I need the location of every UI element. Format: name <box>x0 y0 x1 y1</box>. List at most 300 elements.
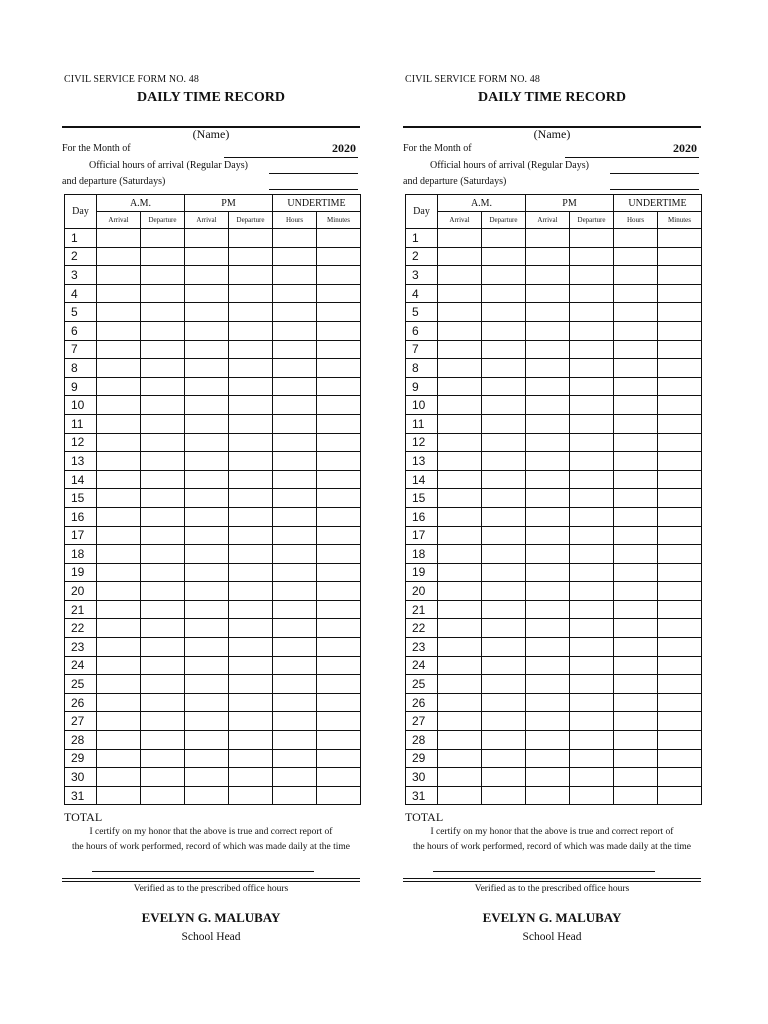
pm-arrival-cell <box>526 247 570 266</box>
undertime-minutes-cell <box>317 507 361 526</box>
undertime-minutes-header: Minutes <box>317 212 361 229</box>
employee-signature-line <box>433 871 655 872</box>
am-arrival-cell <box>97 284 141 303</box>
pm-departure-cell <box>229 266 273 285</box>
undertime-minutes-cell <box>658 563 702 582</box>
dtr-form-left <box>62 0 360 1024</box>
am-arrival-cell <box>438 749 482 768</box>
pm-departure-cell <box>229 340 273 359</box>
undertime-minutes-cell <box>658 675 702 694</box>
am-arrival-cell <box>97 229 141 248</box>
table-row <box>406 266 702 285</box>
day-number: 20 <box>65 582 97 601</box>
am-arrival-cell <box>97 489 141 508</box>
table-row <box>65 638 361 657</box>
undertime-minutes-cell <box>317 414 361 433</box>
undertime-minutes-cell <box>317 452 361 471</box>
am-arrival-cell <box>97 749 141 768</box>
am-departure-cell <box>141 693 185 712</box>
undertime-minutes-cell <box>317 749 361 768</box>
pm-departure-cell <box>229 600 273 619</box>
am-arrival-cell <box>438 470 482 489</box>
table-row <box>65 470 361 489</box>
undertime-hours-cell <box>614 638 658 657</box>
undertime-hours-cell <box>273 414 317 433</box>
pm-arrival-cell <box>185 731 229 750</box>
pm-arrival-cell <box>185 619 229 638</box>
undertime-hours-header: Hours <box>273 212 317 229</box>
pm-arrival-cell <box>526 526 570 545</box>
day-number: 9 <box>406 377 438 396</box>
undertime-minutes-cell <box>658 321 702 340</box>
table-row <box>65 563 361 582</box>
undertime-hours-cell <box>273 321 317 340</box>
pm-arrival-cell <box>185 675 229 694</box>
am-departure-cell <box>141 321 185 340</box>
pm-arrival-cell <box>526 303 570 322</box>
pm-arrival-cell <box>526 433 570 452</box>
am-departure-cell <box>482 582 526 601</box>
day-number: 7 <box>65 340 97 359</box>
pm-arrival-cell <box>185 526 229 545</box>
undertime-hours-cell <box>273 507 317 526</box>
undertime-minutes-cell <box>658 470 702 489</box>
pm-arrival-cell <box>185 377 229 396</box>
am-departure-cell <box>482 470 526 489</box>
day-number: 22 <box>65 619 97 638</box>
am-departure-cell <box>141 452 185 471</box>
time-record-table <box>405 194 702 805</box>
am-arrival-cell <box>97 414 141 433</box>
day-number: 17 <box>406 526 438 545</box>
table-row <box>65 247 361 266</box>
undertime-minutes-cell <box>317 377 361 396</box>
verified-label: Verified as to the prescribed office hours <box>474 884 630 894</box>
am-arrival-cell <box>97 266 141 285</box>
undertime-hours-cell <box>614 340 658 359</box>
day-number: 8 <box>406 359 438 378</box>
am-arrival-cell <box>438 656 482 675</box>
undertime-minutes-cell <box>658 284 702 303</box>
undertime-minutes-cell <box>658 266 702 285</box>
table-row <box>65 284 361 303</box>
undertime-minutes-cell <box>658 768 702 787</box>
pm-arrival-cell <box>526 396 570 415</box>
am-departure-cell <box>482 638 526 657</box>
day-number: 12 <box>406 433 438 452</box>
pm-arrival-cell <box>185 656 229 675</box>
am-arrival-cell <box>438 731 482 750</box>
month-line <box>224 157 358 158</box>
table-row <box>406 693 702 712</box>
verified-label: Verified as to the prescribed office hours <box>133 884 289 894</box>
pm-arrival-header: Arrival <box>526 212 570 229</box>
am-arrival-cell <box>438 619 482 638</box>
am-arrival-cell <box>438 638 482 657</box>
am-arrival-cell <box>438 321 482 340</box>
pm-arrival-cell <box>185 266 229 285</box>
undertime-minutes-cell <box>317 433 361 452</box>
am-departure-cell <box>141 749 185 768</box>
table-row <box>65 414 361 433</box>
am-arrival-cell <box>438 507 482 526</box>
undertime-minutes-cell <box>658 340 702 359</box>
official-hours-label: Official hours of arrival (Regular Days) <box>430 160 589 171</box>
table-row <box>65 582 361 601</box>
day-number: 28 <box>406 731 438 750</box>
am-arrival-cell <box>438 414 482 433</box>
day-number: 13 <box>406 452 438 471</box>
undertime-minutes-header: Minutes <box>658 212 702 229</box>
pm-departure-cell <box>570 470 614 489</box>
undertime-hours-cell <box>273 545 317 564</box>
pm-arrival-cell <box>185 545 229 564</box>
undertime-minutes-cell <box>658 786 702 805</box>
table-row <box>65 303 361 322</box>
divider-line-2 <box>403 881 701 882</box>
am-arrival-cell <box>438 229 482 248</box>
undertime-hours-cell <box>273 693 317 712</box>
undertime-hours-cell <box>273 749 317 768</box>
undertime-minutes-cell <box>658 377 702 396</box>
am-departure-cell <box>482 266 526 285</box>
pm-departure-cell <box>229 414 273 433</box>
table-row <box>406 284 702 303</box>
undertime-hours-cell <box>614 582 658 601</box>
employee-signature-line <box>92 871 314 872</box>
pm-departure-cell <box>570 303 614 322</box>
pm-arrival-cell <box>526 266 570 285</box>
am-departure-cell <box>482 414 526 433</box>
am-arrival-cell <box>438 600 482 619</box>
table-row <box>406 600 702 619</box>
undertime-minutes-cell <box>658 731 702 750</box>
am-departure-cell <box>141 303 185 322</box>
pm-departure-cell <box>570 229 614 248</box>
pm-arrival-cell <box>185 749 229 768</box>
am-departure-cell <box>482 433 526 452</box>
table-row <box>65 545 361 564</box>
undertime-minutes-cell <box>317 396 361 415</box>
certification-line-2: the hours of work performed, record of which was made daily at the time <box>412 842 692 852</box>
day-number: 30 <box>65 768 97 787</box>
pm-arrival-cell <box>185 247 229 266</box>
am-departure-cell <box>141 433 185 452</box>
pm-departure-cell <box>229 507 273 526</box>
day-number: 11 <box>65 414 97 433</box>
am-arrival-cell <box>97 526 141 545</box>
table-row <box>65 600 361 619</box>
am-arrival-cell <box>97 563 141 582</box>
pm-arrival-cell <box>526 656 570 675</box>
undertime-hours-cell <box>614 619 658 638</box>
am-departure-cell <box>141 489 185 508</box>
pm-arrival-cell <box>185 489 229 508</box>
pm-departure-cell <box>229 563 273 582</box>
am-arrival-cell <box>97 786 141 805</box>
table-header-row <box>65 195 361 212</box>
pm-departure-cell <box>229 303 273 322</box>
undertime-hours-cell <box>273 768 317 787</box>
am-departure-cell <box>141 786 185 805</box>
day-number: 29 <box>406 749 438 768</box>
am-departure-cell <box>482 229 526 248</box>
undertime-minutes-cell <box>317 675 361 694</box>
day-number: 5 <box>406 303 438 322</box>
certification-line-1: I certify on my honor that the above is true and correct report of <box>89 827 333 837</box>
official-hours-label: Official hours of arrival (Regular Days) <box>89 160 248 171</box>
am-arrival-cell <box>97 619 141 638</box>
table-row <box>65 693 361 712</box>
undertime-header: UNDERTIME <box>614 195 702 212</box>
am-departure-cell <box>482 563 526 582</box>
pm-departure-cell <box>229 433 273 452</box>
day-number: 21 <box>406 600 438 619</box>
undertime-hours-cell <box>273 731 317 750</box>
pm-departure-cell <box>570 656 614 675</box>
undertime-minutes-cell <box>317 563 361 582</box>
am-departure-cell <box>482 452 526 471</box>
pm-departure-cell <box>229 712 273 731</box>
day-number: 9 <box>65 377 97 396</box>
pm-departure-cell <box>570 731 614 750</box>
day-number: 18 <box>406 545 438 564</box>
pm-arrival-cell <box>185 712 229 731</box>
undertime-minutes-cell <box>658 303 702 322</box>
pm-arrival-cell <box>526 340 570 359</box>
am-arrival-cell <box>97 303 141 322</box>
table-row <box>406 638 702 657</box>
undertime-minutes-cell <box>658 600 702 619</box>
day-number: 15 <box>65 489 97 508</box>
undertime-minutes-cell <box>658 582 702 601</box>
pm-arrival-cell <box>185 600 229 619</box>
pm-header: PM <box>526 195 614 212</box>
am-arrival-cell <box>438 396 482 415</box>
am-arrival-cell <box>97 693 141 712</box>
day-number: 31 <box>406 786 438 805</box>
undertime-hours-cell <box>273 377 317 396</box>
am-arrival-cell <box>438 526 482 545</box>
am-arrival-cell <box>97 470 141 489</box>
undertime-hours-cell <box>273 712 317 731</box>
undertime-minutes-cell <box>658 693 702 712</box>
pm-arrival-cell <box>526 768 570 787</box>
undertime-minutes-cell <box>658 656 702 675</box>
pm-departure-cell <box>229 247 273 266</box>
departure-line <box>269 189 358 190</box>
table-row <box>406 489 702 508</box>
pm-departure-cell <box>570 749 614 768</box>
pm-departure-cell <box>570 638 614 657</box>
undertime-hours-cell <box>273 489 317 508</box>
am-arrival-cell <box>438 693 482 712</box>
am-departure-cell <box>482 675 526 694</box>
pm-departure-cell <box>570 768 614 787</box>
undertime-hours-cell <box>614 321 658 340</box>
undertime-hours-cell <box>614 452 658 471</box>
am-departure-cell <box>141 377 185 396</box>
pm-departure-cell <box>570 526 614 545</box>
undertime-hours-header: Hours <box>614 212 658 229</box>
am-arrival-header: Arrival <box>97 212 141 229</box>
am-departure-cell <box>141 470 185 489</box>
table-row <box>65 526 361 545</box>
pm-arrival-cell <box>526 452 570 471</box>
table-row <box>65 619 361 638</box>
departure-line <box>610 189 699 190</box>
undertime-hours-cell <box>614 489 658 508</box>
pm-departure-cell <box>229 638 273 657</box>
pm-arrival-cell <box>185 768 229 787</box>
pm-departure-cell <box>570 712 614 731</box>
am-arrival-cell <box>438 359 482 378</box>
am-arrival-cell <box>97 340 141 359</box>
day-number: 25 <box>65 675 97 694</box>
undertime-minutes-cell <box>658 619 702 638</box>
am-departure-cell <box>482 656 526 675</box>
am-arrival-cell <box>438 284 482 303</box>
signatory-name: EVELYN G. MALUBAY <box>141 910 281 925</box>
day-number: 18 <box>65 545 97 564</box>
day-number: 25 <box>406 675 438 694</box>
pm-arrival-cell <box>185 396 229 415</box>
undertime-minutes-cell <box>317 470 361 489</box>
am-departure-cell <box>141 656 185 675</box>
day-number: 14 <box>65 470 97 489</box>
undertime-hours-cell <box>614 433 658 452</box>
pm-departure-cell <box>229 731 273 750</box>
pm-departure-cell <box>570 266 614 285</box>
pm-departure-cell <box>229 545 273 564</box>
undertime-hours-cell <box>273 600 317 619</box>
undertime-minutes-cell <box>658 489 702 508</box>
signatory-title: School Head <box>181 931 241 943</box>
undertime-minutes-cell <box>317 340 361 359</box>
table-row <box>406 675 702 694</box>
table-row <box>65 749 361 768</box>
am-departure-cell <box>141 396 185 415</box>
undertime-hours-cell <box>614 507 658 526</box>
day-number: 10 <box>406 396 438 415</box>
am-departure-cell <box>141 284 185 303</box>
undertime-hours-cell <box>614 731 658 750</box>
table-row <box>65 489 361 508</box>
pm-arrival-cell <box>526 731 570 750</box>
table-row <box>65 507 361 526</box>
day-number: 3 <box>406 266 438 285</box>
pm-departure-cell <box>570 675 614 694</box>
pm-arrival-cell <box>526 582 570 601</box>
table-row <box>65 433 361 452</box>
day-number: 13 <box>65 452 97 471</box>
pm-departure-header: Departure <box>570 212 614 229</box>
year-value: 2020 <box>332 141 356 155</box>
am-arrival-cell <box>438 377 482 396</box>
pm-arrival-cell <box>185 507 229 526</box>
am-arrival-cell <box>438 340 482 359</box>
am-departure-cell <box>482 619 526 638</box>
pm-arrival-cell <box>526 786 570 805</box>
am-departure-cell <box>141 600 185 619</box>
undertime-hours-cell <box>614 470 658 489</box>
pm-departure-cell <box>570 693 614 712</box>
day-number: 27 <box>406 712 438 731</box>
pm-arrival-cell <box>526 638 570 657</box>
form-number: CIVIL SERVICE FORM NO. 48 <box>405 74 540 85</box>
undertime-minutes-cell <box>658 414 702 433</box>
day-header: Day <box>406 195 438 229</box>
month-label: For the Month of <box>62 143 131 154</box>
pm-arrival-cell <box>526 489 570 508</box>
pm-arrival-cell <box>526 712 570 731</box>
pm-departure-cell <box>229 526 273 545</box>
am-arrival-cell <box>97 433 141 452</box>
am-arrival-cell <box>438 786 482 805</box>
pm-arrival-cell <box>526 229 570 248</box>
pm-header: PM <box>185 195 273 212</box>
day-number: 2 <box>406 247 438 266</box>
am-arrival-cell <box>438 303 482 322</box>
am-departure-cell <box>141 563 185 582</box>
am-departure-cell <box>141 414 185 433</box>
undertime-minutes-cell <box>658 545 702 564</box>
am-arrival-cell <box>438 433 482 452</box>
undertime-minutes-cell <box>317 489 361 508</box>
am-arrival-cell <box>438 489 482 508</box>
am-departure-header: Departure <box>482 212 526 229</box>
am-departure-cell <box>482 600 526 619</box>
day-number: 4 <box>406 284 438 303</box>
month-label: For the Month of <box>403 143 472 154</box>
pm-departure-cell <box>229 452 273 471</box>
table-row <box>65 229 361 248</box>
am-departure-cell <box>141 359 185 378</box>
undertime-minutes-cell <box>658 638 702 657</box>
hours-line <box>269 173 358 174</box>
pm-departure-cell <box>570 340 614 359</box>
am-departure-cell <box>482 526 526 545</box>
undertime-minutes-cell <box>317 321 361 340</box>
am-departure-cell <box>141 545 185 564</box>
undertime-hours-cell <box>273 284 317 303</box>
table-row <box>406 786 702 805</box>
form-title: DAILY TIME RECORD <box>136 90 286 105</box>
pm-departure-cell <box>570 359 614 378</box>
pm-departure-cell <box>570 545 614 564</box>
undertime-hours-cell <box>273 247 317 266</box>
undertime-hours-cell <box>614 359 658 378</box>
pm-arrival-cell <box>185 786 229 805</box>
pm-departure-cell <box>229 284 273 303</box>
am-arrival-cell <box>97 768 141 787</box>
undertime-minutes-cell <box>317 229 361 248</box>
am-arrival-header: Arrival <box>438 212 482 229</box>
day-number: 1 <box>65 229 97 248</box>
pm-arrival-cell <box>185 359 229 378</box>
undertime-minutes-cell <box>317 786 361 805</box>
hours-line <box>610 173 699 174</box>
divider-line-1 <box>62 878 360 879</box>
pm-arrival-cell <box>526 619 570 638</box>
day-number: 6 <box>406 321 438 340</box>
undertime-minutes-cell <box>317 656 361 675</box>
day-number: 31 <box>65 786 97 805</box>
day-number: 11 <box>406 414 438 433</box>
undertime-hours-cell <box>273 656 317 675</box>
pm-arrival-cell <box>185 340 229 359</box>
table-row <box>406 414 702 433</box>
